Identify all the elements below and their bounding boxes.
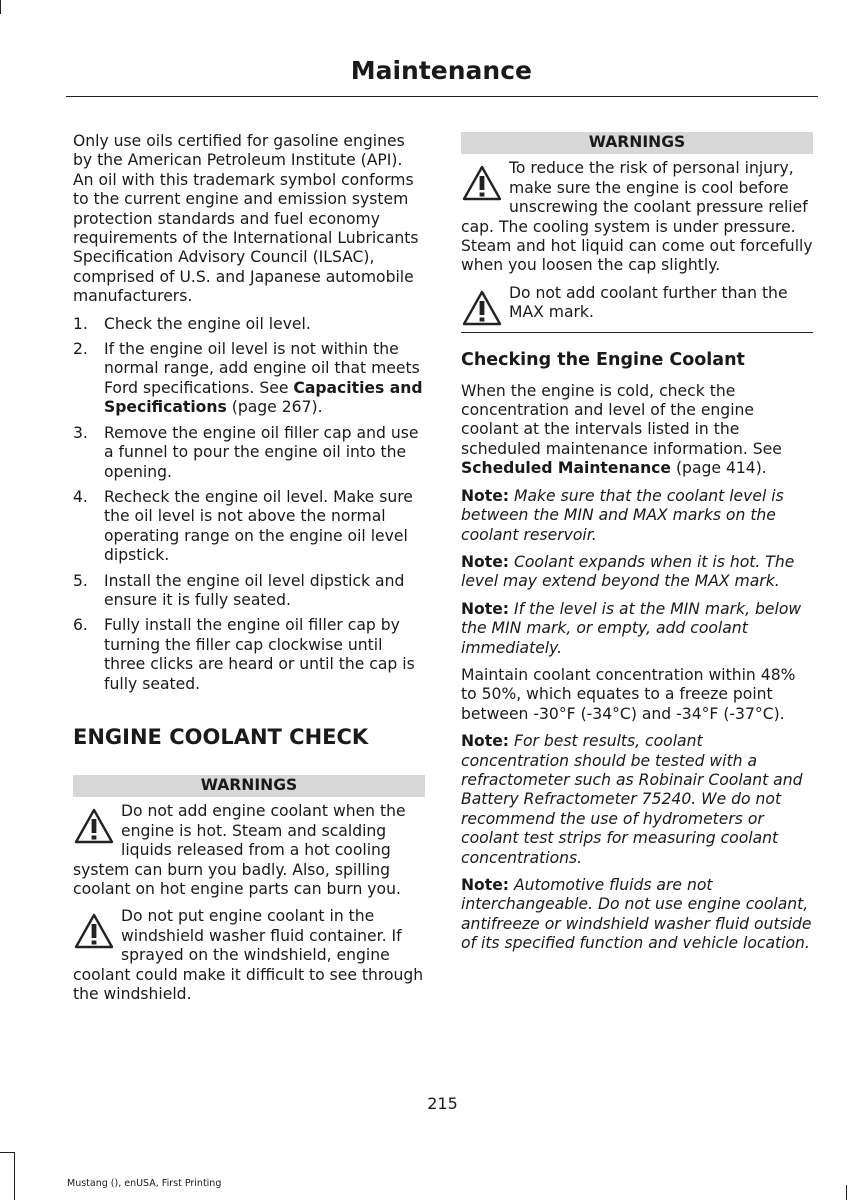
crop-mark-top-left: [0, 0, 1, 14]
list-item: 2. If the engine oil level is not within the normal range, add engine oil that meets Ford specifications. See Capacities and Specifications (page 267).: [73, 340, 423, 417]
subsection-heading: Checking the Engine Coolant: [461, 349, 745, 370]
note: Note: Make sure that the coolant level is between the MIN and MAX marks on the coolant reservoir.: [461, 486, 784, 544]
note: Note: Coolant expands when it is hot. The level may extend beyond the MAX mark.: [461, 552, 795, 591]
section-heading: ENGINE COOLANT CHECK: [73, 724, 369, 749]
warnings-header: WARNINGS: [73, 775, 425, 797]
title-divider: [66, 96, 818, 97]
concentration-paragraph: Maintain coolant concentration within 48% to 50%, which equates to a freeze point between -30°F (-34°C) and -34°F (-37°C).: [461, 665, 796, 723]
list-item: 4. Recheck the engine oil level. Make sure the oil level is not above the normal operating range on the engine oil level dipstick.: [73, 487, 413, 565]
warnings-header: WARNINGS: [461, 132, 813, 154]
warning-block: To reduce the risk of personal injury, make sure the engine is cool before unscrewing the coolant pressure relief cap. The cooling system is under pressure. Steam and hot liquid can come out forcefully when you loosen the cap slightly.: [461, 159, 813, 275]
warning-block: Do not add coolant further than the MAX mark.: [461, 284, 813, 323]
cross-reference-link[interactable]: Capacities and Specifications: [104, 378, 423, 417]
warning-triangle-icon: [73, 806, 115, 846]
footer-imprint: Mustang (), enUSA, First Printing: [67, 1178, 222, 1189]
oil-steps-list: [73, 315, 425, 694]
warning-triangle-icon: [73, 911, 115, 951]
warning-block: Do not add engine coolant when the engine is hot. Steam and scalding liquids released from a hot cooling system can burn you badly. Also, spilling coolant on hot engine parts can burn you.: [73, 802, 406, 898]
oil-intro-paragraph: Only use oils certified for gasoline engines by the American Petroleum Institute (API). An oil with this trademark symbol conforms to the current engine and emission system protection standards and fuel economy requirements of the International Lubricants Specification Advisory Council (ILSAC), comprised of U.S. and Japanese automobile manufacturers.: [73, 132, 419, 306]
left-column: [73, 132, 425, 1012]
list-item: 5. Install the engine oil level dipstick and ensure it is fully seated.: [73, 571, 405, 609]
right-column: [461, 132, 813, 962]
note: Note: For best results, coolant concentration should be tested with a refractometer such as Robinair Coolant and Battery Refractometer 75240. We do not recommend the use of hydrometers or coolant test strips for measuring coolant concentrations.: [461, 732, 803, 867]
note: Note: If the level is at the MIN mark, below the MIN mark, or empty, add coolant immediately.: [461, 599, 802, 657]
crop-mark-bottom-left: [14, 1152, 15, 1200]
note: Note: Automotive fluids are not interchangeable. Do not use engine coolant, antifreeze or windshield washer fluid outside of its specified function and vehicle location.: [461, 876, 812, 953]
coolant-check-paragraph: When the engine is cold, check the concentration and level of the engine coolant at the intervals listed in the scheduled maintenance information. See Scheduled Maintenance (page 414).: [461, 381, 782, 478]
list-item: 1. Check the engine oil level.: [73, 314, 311, 333]
warnings-end-divider: [461, 332, 813, 333]
warning-triangle-icon: [461, 163, 503, 203]
crop-mark-bottom-left-h: [0, 1152, 14, 1153]
page-number: 215: [427, 1094, 458, 1113]
list-item: 6. Fully install the engine oil filler cap by turning the filler cap clockwise until three clicks are heard or until the cap is fully seated.: [73, 616, 415, 693]
warning-triangle-icon: [461, 288, 503, 328]
cross-reference-link[interactable]: Scheduled Maintenance: [461, 459, 671, 478]
crop-mark-bottom-right: [846, 1185, 847, 1200]
page-title: Maintenance: [350, 56, 532, 85]
warning-block: Do not put engine coolant in the windshield washer fluid container. If sprayed on the windshield, engine coolant could make it difficult to see through the windshield.: [73, 907, 424, 1004]
list-item: 3. Remove the engine oil filler cap and use a funnel to pour the engine oil into the opening.: [73, 423, 419, 481]
